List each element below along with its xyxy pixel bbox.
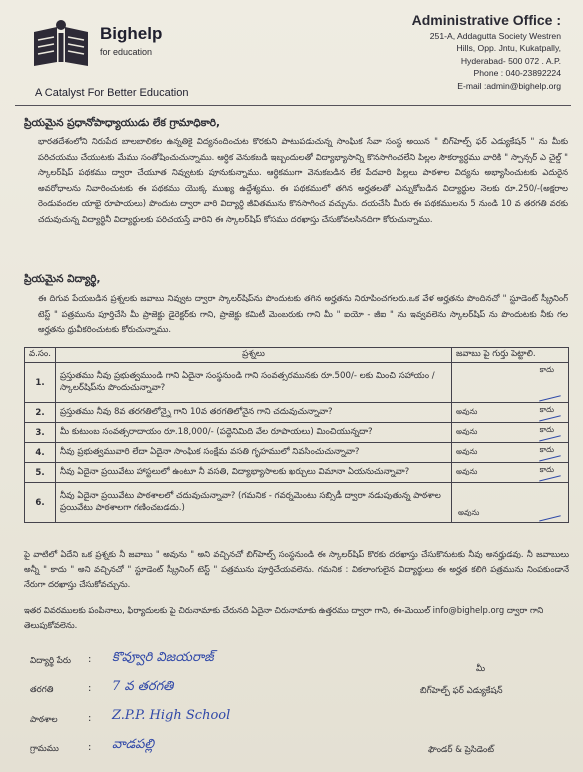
student-name-value[interactable]: కొవ్వూరి విజయరాజ్ [112, 650, 214, 665]
table-row [25, 483, 569, 523]
contact-paragraph: ఇతర వివరములకు పంపినాలు, ఫిర్యాదులకు పై చిరునామాకు చేరునది ఏదైనా చిరునామాకు ఉత్తరము ద్వారా గాని, ఈ-మెయిల్ info@bighelp.org ద్వారా గాని తెలుపుకోవలెను. [24, 605, 544, 630]
school-label: పాఠశాల [30, 715, 58, 725]
signoff-title: ఫౌండర్ & ప్రెసిడెంట్ [428, 745, 494, 755]
no-option[interactable]: కాదు [539, 365, 554, 374]
row-question: నీవు ఏదైనా ప్రయివేటు హాస్టలులో ఉంటూ నీ వసతి, విద్యాభ్యాసాలకు ఖర్చులు విమానా ఏయనుచున్నావా? [56, 463, 452, 483]
answer-cell[interactable] [452, 403, 569, 423]
office-line: 251-A, Addagutta Society Westren [429, 31, 561, 41]
colon: : [88, 654, 92, 665]
office-line: Hyderabad- 500 072 . A.P. [460, 55, 561, 66]
yes-option[interactable]: అవును [456, 407, 478, 416]
no-option[interactable]: కాదు [539, 425, 554, 434]
yes-option[interactable]: అవును [456, 467, 478, 476]
row-number: 5. [25, 463, 56, 483]
class-label: తరగతి [30, 685, 54, 695]
header-serial: వ.సం. [25, 348, 56, 363]
office-phone: Phone : 040-23892224 [473, 68, 561, 79]
row-number: 6. [25, 483, 56, 523]
intro-paragraph: భారతదేశంలోని నిరుపేద బాలబాలికల ఉన్నతికై విద్యనందించుట కొరకుని పాటుపడుచున్న సాంఘిక సేవా సంస్థ అయిన " బిగ్‌హెల్ప్ ఫర్ ఎడ్యుకేషన్ " ను మీకు పరిచయము చేయుటకు మేము సంతోషించుచున్నాము. ఆర్ధిక వెనుకబడి ఇబ్బందులతో విద్యాభ్యాసాన్ని కొనసాగించలేని పిల్లల సౌకర్యార్ధము వారికి " స్పాన్సర్ ఎ చైల్డ్ " స్కాలర్‌షిప్ పథకము ద్వారా చేయూత నివ్వుటకు పూనుకున్నాము. ఆర్థికముగా వెనుకబడిన లేక పేదవారి పిల్లలు పాఠశాల విద్యను అభ్యాసించుటకు ఎదురైన అవరోధాలను నివారించుటకు ఈ పథకము యొక్క ముఖ్య ఉద్దేశ్యము. ఈ పథకములో తగిన అర్హతలతో ఎన్నుకోబడిన విద్యార్థుల నెలకు రూ.250/-(అక్షరాల రెండువందల యాభై రూపాయలు) పొందుట ద్వారా వారి విద్యార్ధి జీవితమును కొనసాగించ వచ్చును. దయచేసి మీరు ఈ పథకములను 5 నుండి 10 వ తరగతి వరకు చదువుచున్న విద్యార్థినీ విద్యార్థులకు పరిచయస్తే వారిని ఈ స్కాలర్‌షిప్ కోసము దరఖాస్తు చేసుకోవలసినదిగా కోరుచున్నాము. [38, 136, 568, 224]
header-answer: జవాబు పై గుర్తు పెట్టాలి. [452, 348, 569, 363]
no-option[interactable]: కాదు [539, 405, 554, 414]
row-question: మీ కుటుంబ సంవత్సరాదాయం రూ.18,000/- (పద్దెనిమిది వేల రూపాయలు) మించియున్నదా? [56, 423, 452, 443]
colon: : [88, 742, 92, 753]
row-number: 4. [25, 443, 56, 463]
office-email: E-mail :admin@bighelp.org [457, 80, 561, 91]
answer-cell[interactable] [452, 423, 569, 443]
row-number: 2. [25, 403, 56, 423]
answer-cell[interactable] [452, 463, 569, 483]
instructions-paragraph: పై వాటిలో ఏదేని ఒక ప్రశ్నకు నీ జవాబు " అవును " అని వచ్చినచో బిగ్‌హెల్ప్ సంస్థనుండి ఈ స్కాలర్‌షిప్ కొరకు దరఖాస్తు చేసుకొనుటకు నీవు అనర్హుడవు. నీ జవాబులు అన్నీ " కాదు " అని వచ్చినచో " స్టూడెంట్ స్క్రీనింగ్ టెస్ట్ " పత్రమును పూర్తిచేయవలెను. గమనిక : వికలాంగులైన విద్యార్థులు ఈ అర్హత కలిగి పత్రమును నింపకుండానే నేరుగా దరఖాస్తు చేసుకోవచ్చును. [24, 549, 569, 589]
table-header-row [25, 348, 569, 363]
brand-name: Bighelp [100, 24, 163, 43]
table-row [25, 463, 569, 483]
bighelp-logo-icon [30, 18, 92, 68]
yes-option[interactable]: అవును [458, 508, 480, 517]
yes-option[interactable]: అవును [456, 447, 478, 456]
row-question: ప్రస్తుతము నీవు 8వ తరగతిలోన్నై గాని 10వ తరగతిలోనైన గాని చదువుచున్నావా? [56, 403, 452, 423]
no-option[interactable]: కాదు [539, 445, 554, 454]
student-name-label: విద్యార్థి పేరు [30, 656, 71, 666]
yes-option[interactable]: అవును [456, 427, 478, 436]
signoff-organization: బిగ్‌హెల్ప్ ఫర్ ఎడ్యుకేషన్ [420, 686, 503, 696]
no-option[interactable]: కాదు [539, 465, 554, 474]
tagline: A Catalyst For Better Education [35, 87, 189, 99]
office-line: Hills, Opp. Jntu, Kukatpally, [456, 43, 561, 54]
signoff-salutation: మీ [476, 664, 486, 674]
table-row [25, 403, 569, 423]
colon: : [88, 683, 92, 694]
office-title: Administrative Office : [411, 12, 561, 28]
row-question: నీవు ప్రభుత్వమువారి లేదా ఏదైనా సాంఘిక సంక్షేమ వసతి గృహములో నివసించుచున్నావా? [56, 443, 452, 463]
answer-cell[interactable] [452, 443, 569, 463]
tick-mark-icon [537, 507, 561, 521]
row-question: ప్రస్తుతము నీవు ప్రభుత్వముండి గాని ఏదైనా సంస్థనుండి గాని సంవత్సరమునకు రూ.500/- లకు మించి సహాయం / స్కాలర్‌షిప్‌ను పొందుచున్నావా? [56, 363, 452, 403]
village-value[interactable]: వాడపల్లి [112, 737, 155, 752]
eligibility-table [24, 347, 569, 523]
answer-cell[interactable] [452, 483, 569, 523]
row-number: 1. [25, 363, 56, 403]
table-row [25, 443, 569, 463]
row-question: నీవు ఏదైనా ప్రయివేటు పాఠశాలలో చదువుచున్నావా? (గమనిక - గవర్నమెంటు సబ్సిడీ ద్వారా నడుపుతున్న పాఠశాల ప్రయివేటు పాఠశాలగా గణించబడదు.) [56, 483, 452, 523]
answer-cell[interactable] [452, 363, 569, 403]
brand-subtitle: for education [100, 47, 153, 57]
tick-mark-icon [537, 387, 561, 401]
salutation-headmaster: ప్రియమైన ప్రధానోపాధ్యాయుడు లేక గ్రామాధికారి, [24, 117, 221, 129]
student-paragraph: ఈ దిగువ పేయబడిన ప్రశ్నలకు జవాబు నివ్వుట ద్వారా స్కాలర్‌షిప్‌ను పొందుటకు తగిన అర్హతను నిరూపించగలరు.ఒక వేళ అర్హతను పొందినచో " స్టూడెంట్ స్క్రీనింగ్ టెస్ట్ " పత్రమును పూర్తిచేసి మీ ప్రాజెక్టు డైరెక్టర్‌కు గాని, ప్రాజెక్టు కమిటీ మెంబరుకు గాని మీ " ఐయో - జీఐ " ను ఇవ్వవలెను స్కాలర్‌షిప్ ను పొందుటకు నీకు గల అర్హతను ధ్రువీకరించుటకు కోరుచున్నాము. [38, 293, 568, 335]
colon: : [88, 713, 92, 724]
school-value[interactable]: Z.P.P. High School [112, 708, 231, 723]
table-row [25, 363, 569, 403]
class-value[interactable]: 7 వ తరగతి [112, 679, 174, 694]
office-address [341, 11, 561, 92]
header-question: ప్రశ్నలు [56, 348, 452, 363]
table-row [25, 423, 569, 443]
header-divider [15, 105, 571, 106]
row-number: 3. [25, 423, 56, 443]
village-label: గ్రామము [30, 744, 59, 754]
salutation-student: ప్రియమైన విద్యార్థి, [24, 273, 101, 285]
